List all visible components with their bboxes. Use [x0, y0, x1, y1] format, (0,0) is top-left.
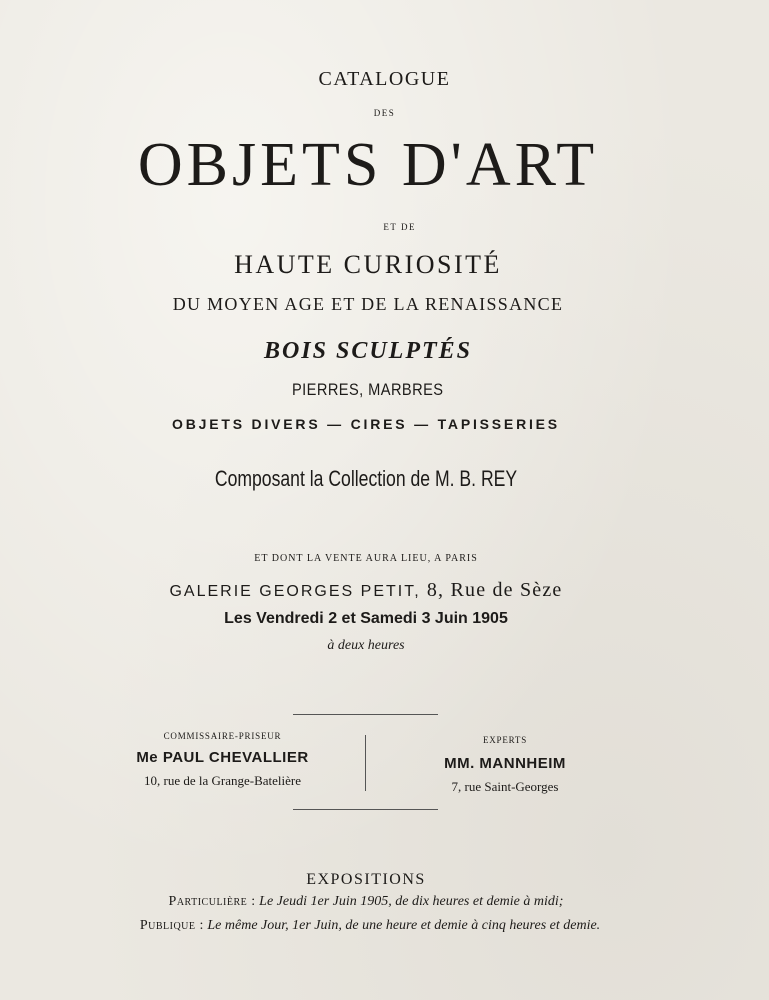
experts-role: EXPERTS [482, 735, 528, 745]
pierres-marbres-line: PIERRES, MARBRES [291, 380, 444, 399]
haute-curiosite-heading: HAUTE CURIOSITÉ [234, 250, 502, 279]
galerie-line [0, 579, 732, 602]
particuliere-label: Particulière : [168, 894, 256, 909]
exposition-publique [0, 918, 740, 934]
galerie-address: 8, Rue de Sèze [426, 579, 563, 601]
commissaire-address: 10, rue de la Grange-Batelière [143, 773, 301, 788]
particuliere-text: Le Jeudi 1er Juin 1905, de dix heures et demie à midi; [259, 894, 564, 909]
commissaire-role: COMMISSAIRE-PRISEUR [163, 731, 282, 741]
publique-label: Publique : [139, 918, 204, 933]
bottom-divider [293, 809, 438, 810]
des-label: DES [373, 108, 396, 118]
vente-line: ET DONT LA VENTE AURA LIEU, A PARIS [254, 553, 478, 564]
experts-address: 7, rue Saint-Georges [451, 779, 559, 794]
sale-dates: Les Vendredi 2 et Samedi 3 Juin 1905 [224, 610, 508, 627]
et-de-label: ET DE [383, 222, 416, 232]
catalogue-heading: CATALOGUE [318, 68, 451, 90]
moyen-age-subtitle: DU MOYEN AGE ET DE LA RENAISSANCE [172, 294, 564, 314]
commissaire-block [90, 731, 355, 789]
galerie-name: GALERIE GEORGES PETIT, [169, 583, 421, 600]
sale-hour: à deux heures [327, 638, 405, 653]
publique-text: Le même Jour, 1er Juin, de une heure et demie à cinq heures et demie. [207, 918, 601, 933]
main-title: OBJETS D'ART [137, 131, 599, 199]
exposition-particuliere [0, 894, 732, 910]
collection-line: Composant la Collection de M. B. REY [214, 466, 518, 491]
commissaire-name: Me PAUL CHEVALLIER [136, 749, 309, 766]
objets-divers-line: OBJETS DIVERS — CIRES — TAPISSERIES [172, 416, 560, 432]
bois-sculptes-heading: BOIS SCULPTÉS [263, 338, 473, 364]
vertical-divider [365, 735, 366, 791]
experts-name: MM. MANNHEIM [444, 755, 566, 772]
top-divider [293, 714, 438, 715]
experts-block [380, 735, 630, 795]
expositions-heading: EXPOSITIONS [306, 871, 426, 888]
